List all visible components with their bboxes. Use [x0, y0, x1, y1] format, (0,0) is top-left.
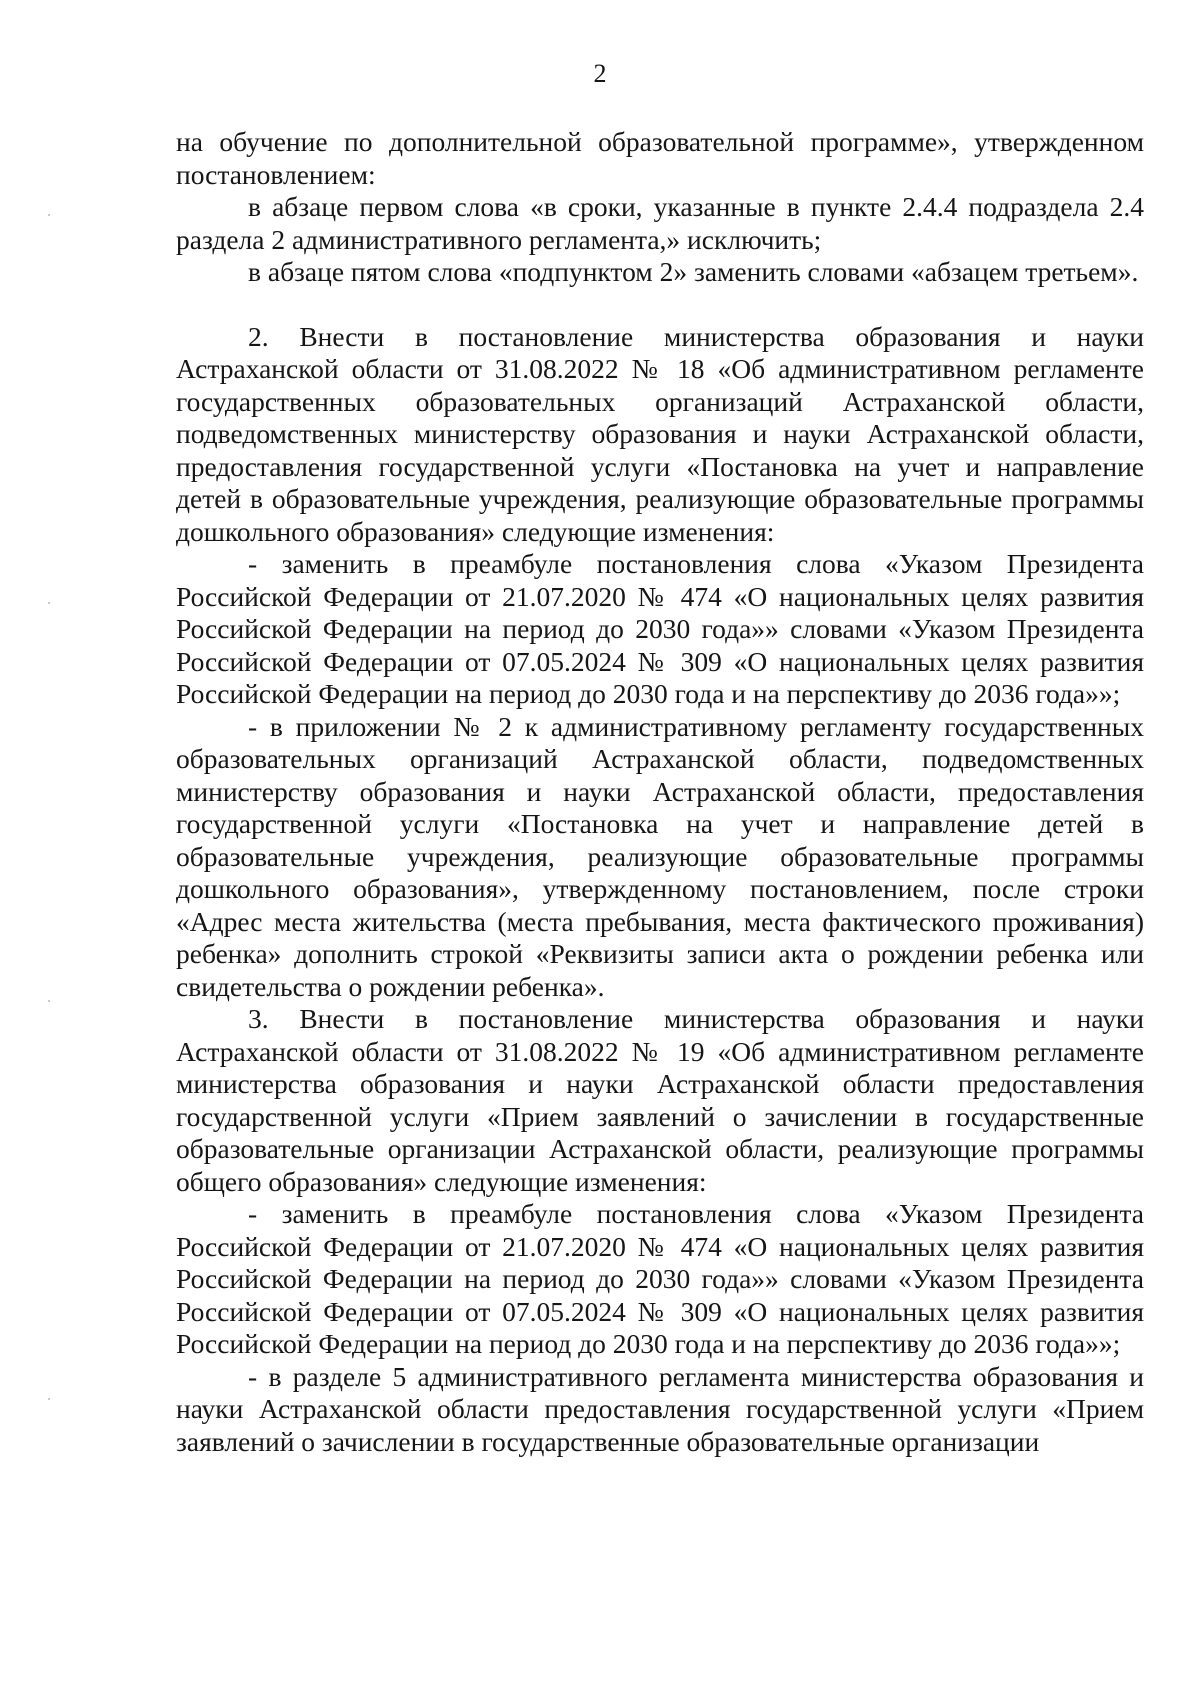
paragraph-item-2: 2. Внести в постановление министерства образования и науки Астраханской области от 31.08.2022 № 18 «Об административном регламенте государственных образовательных организаций Астраханской области, подведомственных министерству образования и науки Астраханской области, предоставления государственной услуги «Постановка на учет и направление детей в образовательные учреждения, реализующие образовательные программы дошкольного образования» следующие изменения: — [176, 320, 1144, 547]
paragraph-item-3-preamble-change: - заменить в преамбуле постановления слова «Указом Президента Российской Федерации от 21.07.2020 № 474 «О национальных целях развития Российской Федерации на период до 2030 года»» словами «Указом Президента Российской Федерации от 07.05.2024 № 309 «О национальных целях развития Российской Федерации на период до 2030 года и на перспективу до 2036 года»»; — [176, 1198, 1144, 1359]
scan-speck — [48, 214, 50, 216]
paragraph-item-2-preamble-change: - заменить в преамбуле постановления слова «Указом Президента Российской Федерации от 21.07.2020 № 474 «О национальных целях развития Российской Федерации на период до 2030 года»» словами «Указом Президента Российской Федерации от 07.05.2024 № 309 «О национальных целях развития Российской Федерации на период до 2030 года и на перспективу до 2036 года»»; — [176, 548, 1144, 709]
scan-speck — [48, 1398, 50, 1400]
paragraph-amendment-first-abzac: в абзаце первом слова «в сроки, указанные в пункте 2.4.4 подраздела 2.4 раздела 2 административного регламента,» исключить; — [176, 191, 1144, 255]
paragraph-item-3-section-5-change: - в разделе 5 административного регламента министерства образования и науки Астраханской области предоставления государственной услуги «Прием заявлений о зачислении в государственные образовательные организации — [176, 1360, 1144, 1457]
document-body — [176, 126, 1144, 1458]
scan-speck — [48, 602, 50, 604]
page-number: 2 — [593, 59, 607, 88]
paragraph-continuation: на обучение по дополнительной образовательной программе», утвержденном постановлением: — [176, 126, 1144, 190]
paragraph-item-3: 3. Внести в постановление министерства образования и науки Астраханской области от 31.08.2022 № 19 «Об административном регламенте министерства образования и науки Астраханской области предоставления государственной услуги «Прием заявлений о зачислении в государственные образовательные организации Астраханской области, реализующие программы общего образования» следующие изменения: — [176, 1003, 1144, 1197]
scan-speck — [48, 1000, 50, 1002]
paragraph-item-2-appendix-change: - в приложении № 2 к административному регламенту государственных образовательных организаций Астраханской области, подведомственных министерству образования и науки Астраханской области, предоставления государственной услуги «Постановка на учет и направление детей в образовательные учреждения, реализующие образовательные программы дошкольного образования», утвержденному постановлением, после строки «Адрес места жительства (места пребывания, места фактического проживания) ребенка» дополнить строкой «Реквизиты записи акта о рождении ребенка или свидетельства о рождении ребенка». — [176, 710, 1144, 1002]
paragraph-amendment-fifth-abzac: в абзаце пятом слова «подпунктом 2» заменить словами «абзацем третьем». — [248, 256, 1139, 287]
